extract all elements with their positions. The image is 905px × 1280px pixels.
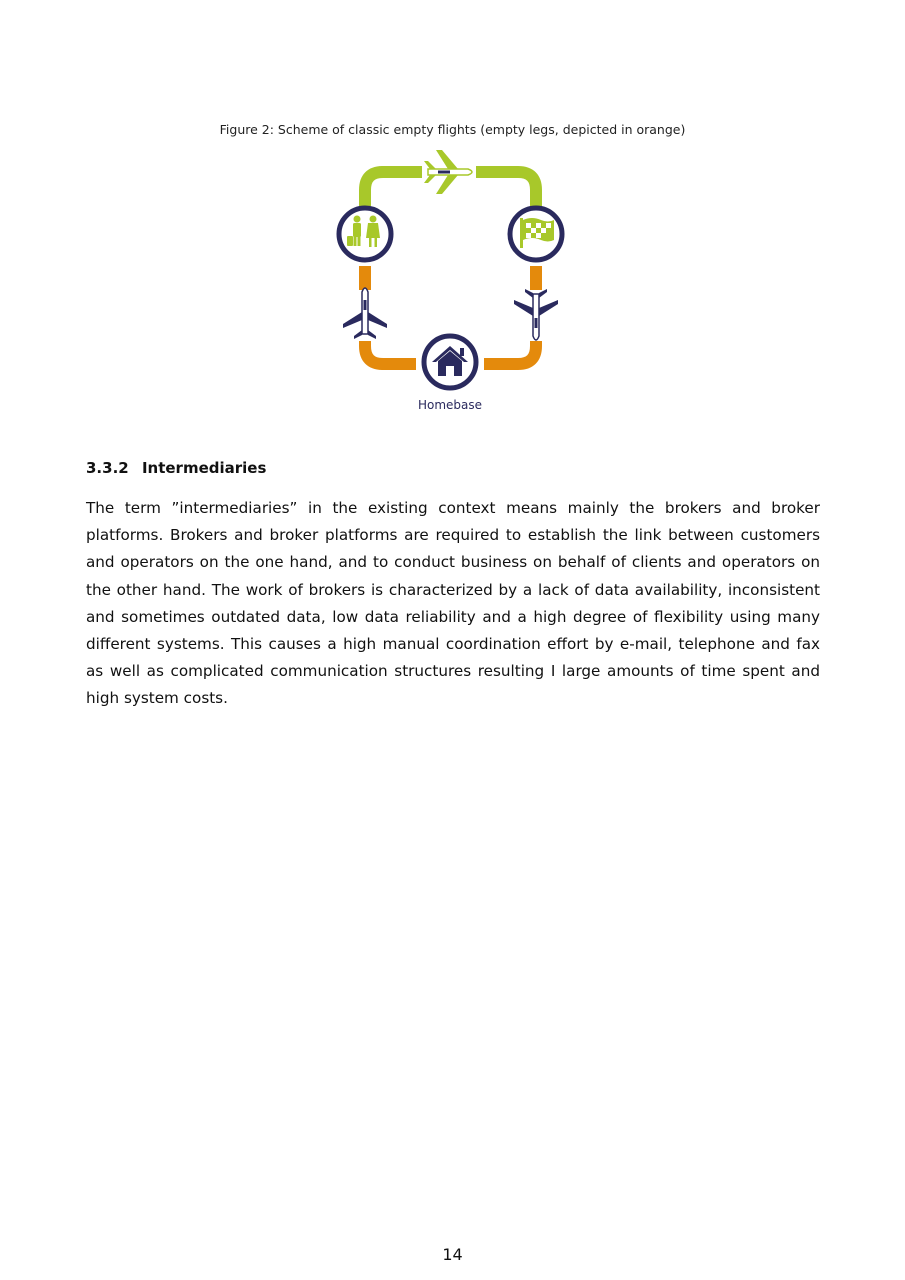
- section-heading: [86, 459, 266, 477]
- airplane-green-icon: [424, 150, 472, 194]
- homebase-label: Homebase: [417, 398, 483, 412]
- destination-node: [510, 208, 562, 260]
- homebase-node: [424, 336, 476, 388]
- passengers-node: [339, 208, 391, 260]
- section-title: Intermediaries: [141, 459, 267, 477]
- airplane-left-icon: [343, 288, 387, 339]
- section-paragraph: The term ”intermediaries” in the existing context means mainly the brokers and broker platforms. Brokers and broker platforms are required to establish the link between customers and operators on the one hand, and to conduct business on behalf of clients and operators on the other hand. The work of brokers is characterized by a lack of data availability, inconsistent and sometimes outdated data, low data reliability and a high degree of flexibility using many different systems. This causes a high manual coordination effort by e-mail, telephone and fax as well as complicated communication structures resulting I large amounts of time spent and high system costs.: [86, 499, 820, 708]
- empty-legs-diagram: [330, 146, 575, 421]
- section-number: 3.3.2: [86, 459, 129, 477]
- figure-caption: Figure 2: Scheme of classic empty flights (empty legs, depicted in orange): [219, 122, 686, 137]
- airplane-right-icon: [514, 289, 558, 340]
- page-number: 14: [442, 1245, 463, 1264]
